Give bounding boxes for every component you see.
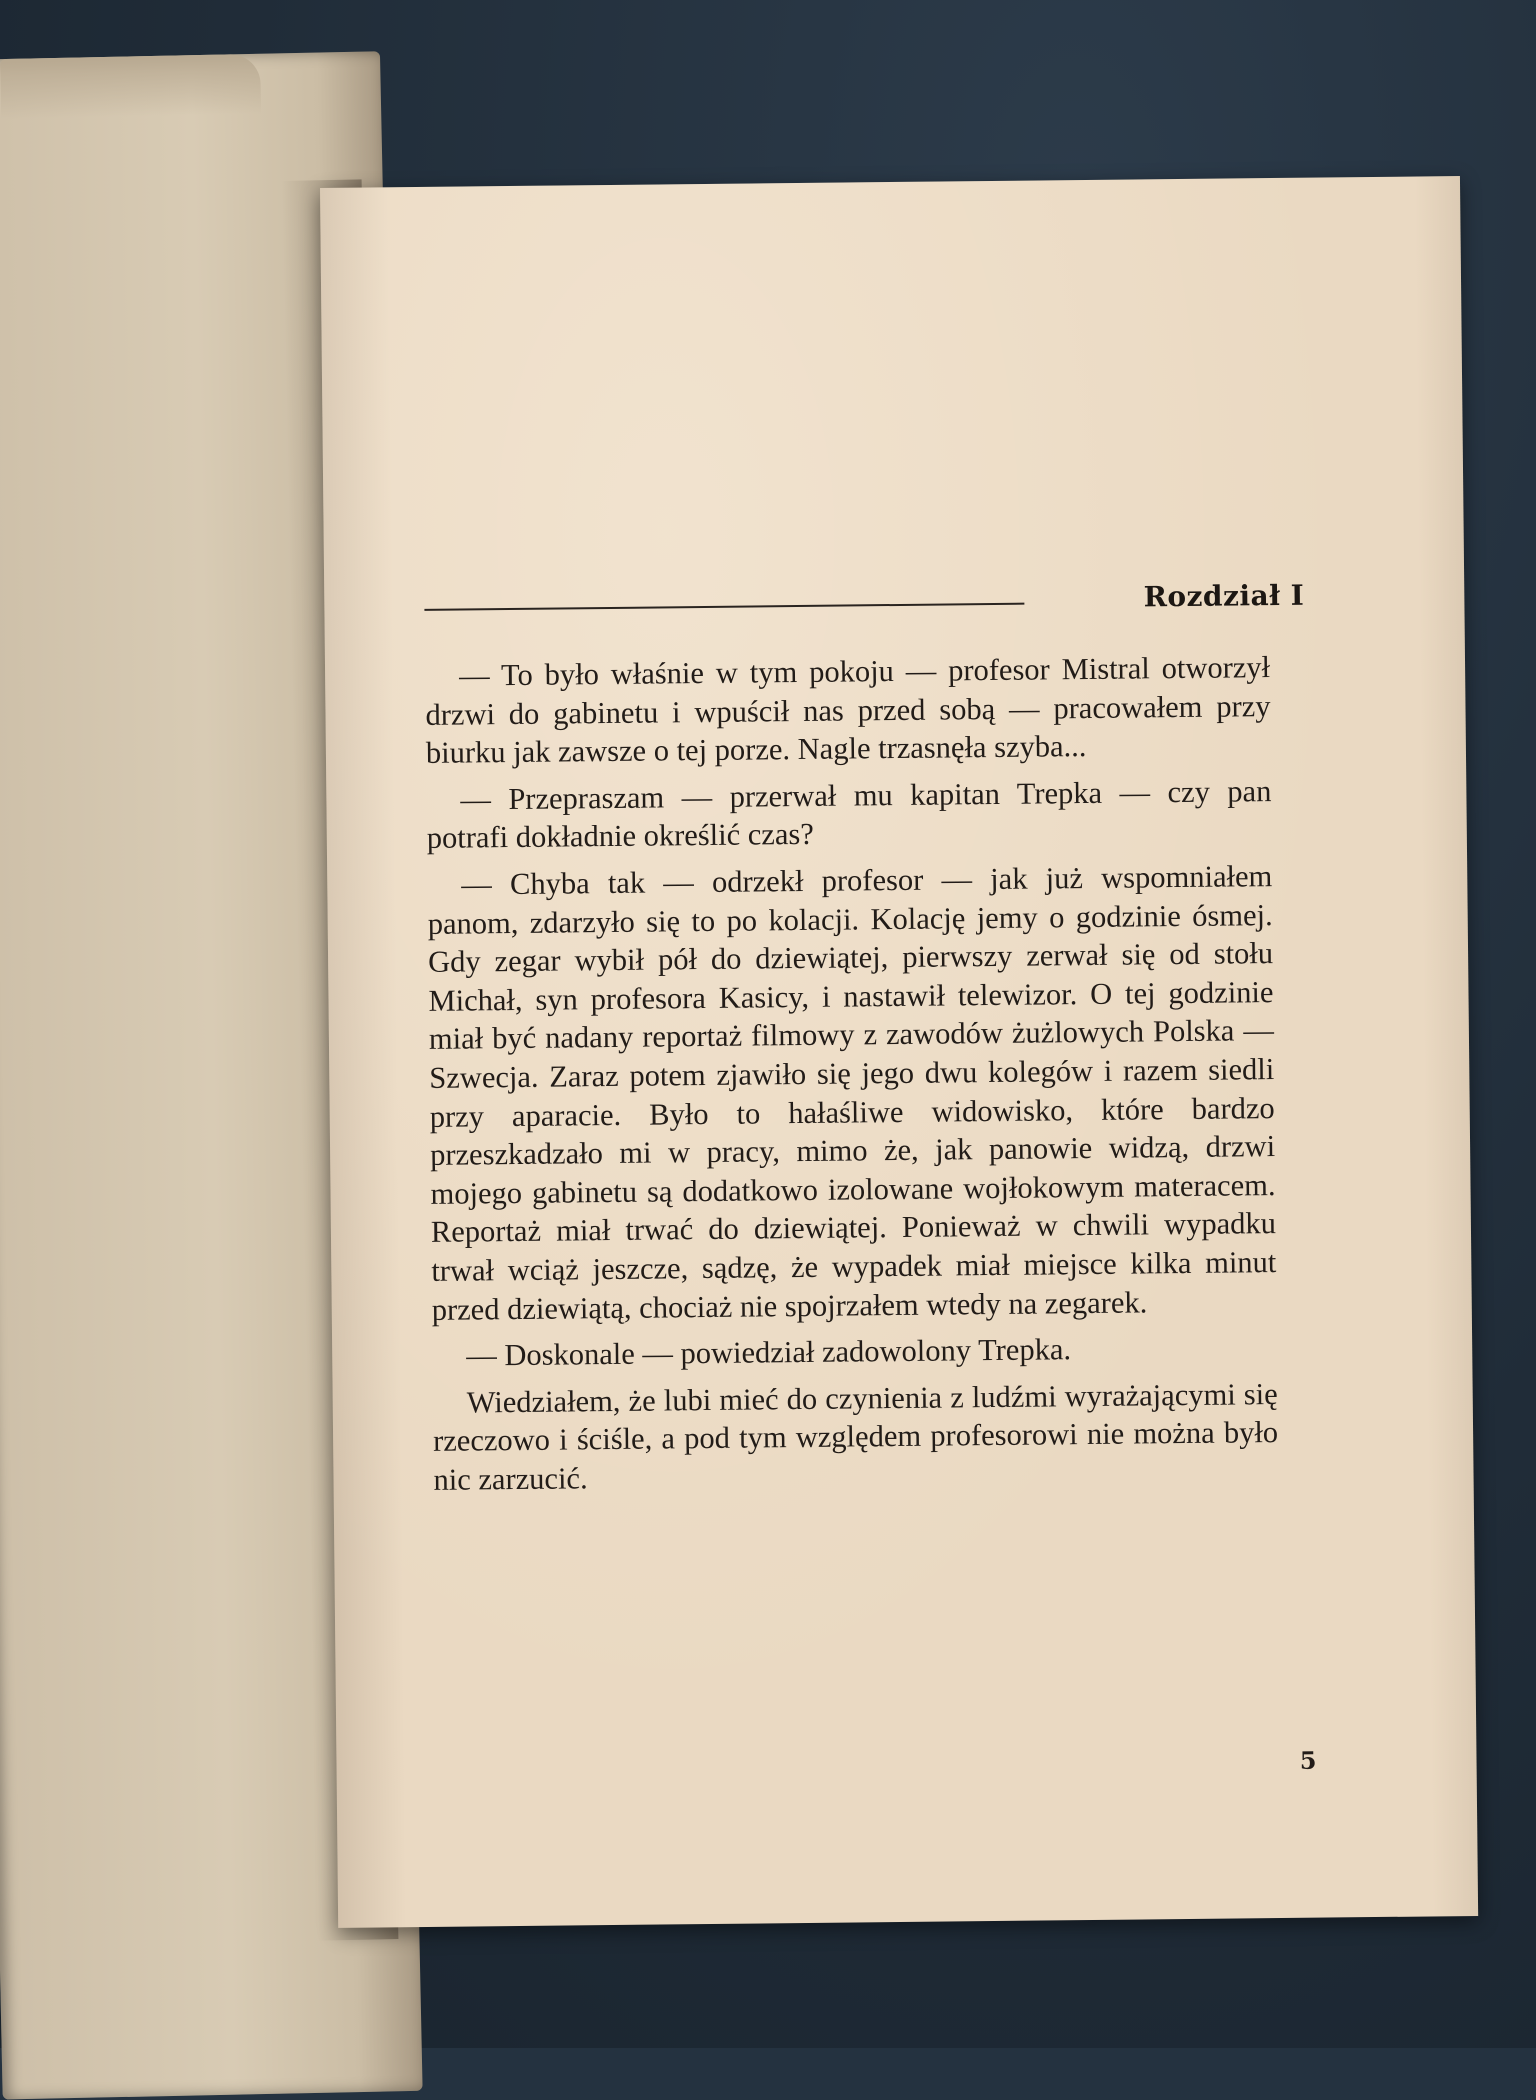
body-text [425, 648, 1279, 1507]
page-number: 5 [1299, 1745, 1317, 1775]
paragraph: Wiedziałem, że lubi mieć do czynienia z ludźmi wyrażającymi się rzeczowo i ściśle, a pod tym względem profesorowi nie można było nic zarzucić. [432, 1376, 1279, 1497]
chapter-heading [424, 568, 1304, 621]
paragraph: — Chyba tak — odrzekł profesor — jak już wspomniałem panom, zdarzyło się to po kolacji. Kolację jemy o godzinie ósmej. Gdy zegar wybił pół do dziewiątej, pierwszy zerwał się od stołu Michał, syn profesora Kasicy, i nastawił telewizor. O tej godzinie miał być nadany reportaż filmowy z zawodów żużlowych Polska — Szwecja. Zaraz potem zjawiło się jego dwu kolegów i razem siedli przy aparacie. Było to hałaśliwe widowisko, które bardzo przeszkadzało mi w pracy, mimo że, jak panowie widzą, drzwi mojego gabinetu są dodatkowo izolowane wojłokowym materacem. Reportaż miał trwać do dziewiątej. Ponieważ w chwili wypadku trwał wciąż jeszcze, sądzę, że wypadek miał miejsce kilka minut przed dziewiątą, chociaż nie spojrzałem wtedy na zegarek. [427, 859, 1277, 1327]
book-page [320, 176, 1478, 1928]
paragraph: — Doskonale — powiedział zadowolony Trepka. [466, 1332, 1072, 1373]
paragraph: — To było właśnie w tym pokoju — profesor Mistral otworzył drzwi do gabinetu i wpuścił nas przed sobą — pracowałem przy biurku jak zawsze o tej porze. Nagle trzasnęła szyba... [425, 650, 1271, 771]
chapter-rule [424, 603, 1024, 611]
chapter-title: Rozdział I [1143, 578, 1305, 614]
paragraph: — Przepraszam — przerwał mu kapitan Trepka — czy pan potrafi dokładnie określić czas? [426, 773, 1272, 856]
